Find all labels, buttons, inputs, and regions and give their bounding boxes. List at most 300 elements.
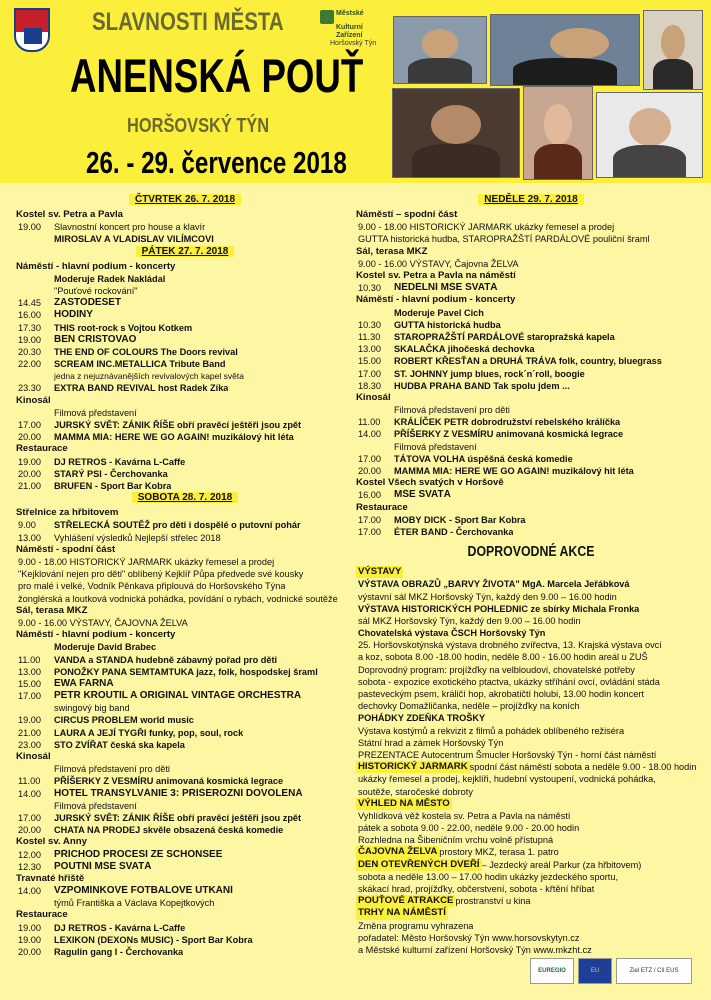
program-text: THIS root-rock s Vojtou Kotkem (54, 322, 193, 333)
program-row (16, 922, 354, 934)
program-row (16, 532, 354, 544)
venue-heading: Kostel sv. Petra a Pavla na náměstí (356, 269, 516, 281)
program-row (16, 690, 354, 702)
photo-band-1 (490, 14, 640, 86)
venue-heading: Náměstí - hlavní podium - koncerty (16, 629, 176, 641)
program-row (16, 849, 354, 861)
info-text: pořadatel: Město Horšovský Týn www.horsovskytyn.cz (358, 932, 580, 943)
info-text: 25. Horšovskotýnská výstava drobného zvířectva, 13. Krajská výstava ovcí (358, 640, 662, 651)
program-text: NEDĚLNÍ MŠE SVATÁ (394, 282, 498, 294)
day-label: PÁTEK 27. 7. 2018 (136, 246, 235, 257)
program-time: 13.00 (358, 344, 381, 355)
festival-title: SLAVNOSTI MĚSTA (92, 8, 284, 36)
program-row (16, 273, 354, 285)
program-row (16, 480, 354, 492)
info-text: sobota - expozice exotického ptactva, ukázky stříhání ovcí, ovládání stáda (358, 676, 660, 687)
venue-heading: Sál, terasa MKZ (356, 245, 428, 257)
highlight-row (356, 846, 706, 858)
info-line (356, 221, 706, 233)
town-name: HORŠOVSKÝ TÝN (127, 115, 270, 137)
program-row (16, 800, 354, 812)
info-line (356, 627, 706, 639)
program-row (16, 788, 354, 800)
info-text: POHÁDKY ZDEŇKA TROŠKY (358, 713, 486, 724)
program-text: PŘÍŠERKY Z VESMÍRU animovaná kosmická legrace (394, 429, 624, 440)
program-row (356, 331, 706, 343)
program-time: 16.00 (358, 490, 381, 501)
info-text: soutěže, staročeské dobroty (358, 786, 473, 797)
program-time: 19.00 (18, 222, 41, 233)
program-time: 14.00 (18, 788, 41, 799)
info-line (356, 603, 706, 615)
program-text: VZPOMÍNKOVÉ FOTBALOVÉ UTKÁNÍ (54, 885, 233, 897)
program-time: 17.00 (18, 420, 41, 431)
program-text: Vyhlášení výsledků Nejlepší střelec 2018 (54, 532, 221, 543)
program-time: 17.00 (358, 453, 381, 464)
program-text: Slavnostní koncert pro house a klavír (54, 222, 206, 233)
program-text: EWA FARNA (54, 677, 114, 689)
program-time (356, 307, 394, 319)
info-line (16, 593, 354, 605)
program-time: 16.00 (18, 310, 41, 321)
program-text: HODINY (54, 309, 93, 321)
highlight-label: DEN OTEVŘENÝCH DVEŘÍ (358, 858, 480, 870)
program-text: STARÝ PSI - Čerchovanka (54, 468, 168, 479)
program-row (16, 221, 354, 233)
highlight-row (356, 761, 706, 773)
sponsor-logos (530, 955, 692, 987)
day-label: ČTVRTEK 26. 7. 2018 (129, 194, 241, 205)
info-text: VÝSTAVA OBRAZŮ „BARVY ŽIVOTA" MgA. Marcela Jeřábková (358, 579, 630, 590)
program-text: SKALAČKA jihočeská dechovka (394, 344, 535, 355)
program-row (16, 297, 354, 309)
program-time: 13.00 (18, 666, 41, 677)
venue-heading: Restaurace (16, 909, 68, 921)
program-row (16, 666, 354, 678)
program-time: 23.00 (18, 739, 41, 750)
program-text: MOBY DICK - Sport Bar Kobra (394, 514, 526, 525)
highlight-label: TRHY NA NÁMĚSTÍ (358, 907, 446, 919)
program-time (356, 441, 394, 453)
program-time: 11.00 (18, 776, 41, 787)
program-row (16, 678, 354, 690)
info-text: GUTTA historická hudba, STAROPRAŽŠTÍ PARDÁLOVÉ pouliční šraml (358, 234, 650, 245)
info-text: Chovatelská výstava ČSCH Horšovský Týn (358, 628, 546, 639)
highlight-text: – Jezdecký areál Parkur (za hřbitovem) (481, 859, 642, 870)
program-row (16, 946, 354, 958)
info-text: 9.00 - 16.00 VÝSTAVY, Čajovna ŽELVA (358, 258, 519, 269)
info-text: 9.00 - 18.00 HISTORICKÝ JARMARK ukázky řemesel a prodej (358, 222, 615, 233)
program-text: DJ RETROS - Kavárna L-Caffe (54, 456, 186, 467)
highlight-label: VÝSTAVY (358, 566, 402, 578)
info-line (356, 883, 706, 895)
info-text: Vyhlídková věž kostela sv. Petra a Pavla na náměstí (358, 810, 571, 821)
program-row (356, 416, 706, 428)
program-time: 20.30 (18, 346, 41, 357)
program-row (16, 739, 354, 751)
program-time: 17.00 (358, 514, 381, 525)
info-line (356, 871, 706, 883)
program-text: PETR KROUTIL A ORIGINAL VINTAGE ORCHESTRA (54, 690, 302, 702)
program-text: TÁTOVA VOLHA úspěšná česká komedie (394, 453, 573, 464)
venue-heading: Sál, terasa MKZ (16, 604, 88, 616)
left-program-column (16, 194, 354, 958)
venue-heading: Restaurace (356, 501, 408, 513)
program-text: Moderuje David Brabec (54, 642, 157, 653)
program-text: MAMMA MIA: HERE WE GO AGAIN! muzikálový hit léta (54, 432, 294, 443)
program-row (16, 285, 354, 297)
program-row (16, 702, 354, 714)
info-text: 9.00 - 16.00 VÝSTAVY, ČAJOVNA ŽELVA (18, 617, 188, 628)
info-text: žonglérská a loutková vodnická pohádka, povídání o rybách, vodnické soutěže (18, 593, 338, 604)
program-time: 21.00 (18, 727, 41, 738)
program-text: MIROSLAV A VLADISLAV VILÍMCOVI (54, 234, 214, 245)
program-time: 13.00 (18, 532, 41, 543)
info-text: a koz, sobota 8.00 -18.00 hodin, neděle 8.00 - 16.00 hodin areál u ZUŠ (358, 652, 648, 663)
program-time: 20.00 (18, 468, 41, 479)
program-time (16, 702, 54, 714)
program-text: CIRCUS PROBLEM world music (54, 715, 194, 726)
program-time: 11.30 (358, 331, 381, 342)
venue-heading: Kostel sv. Petra a Pavla (16, 209, 124, 220)
program-time (16, 370, 54, 382)
program-text: PŘÍŠERKY Z VESMÍRU animovaná kosmická legrace (54, 776, 284, 787)
program-text: DJ RETROS - Kavárna L-Caffe (54, 922, 186, 933)
program-time: 15.00 (358, 356, 381, 367)
info-line (356, 712, 706, 724)
program-time: 17.00 (358, 368, 381, 379)
info-line (356, 725, 706, 737)
program-text: KRÁLÍČEK PETR dobrodružství rebelského králíčka (394, 417, 621, 428)
program-text: STAROPRAŽŠTÍ PARDÁLOVÉ staropražská kapela (394, 331, 615, 342)
info-line (356, 932, 706, 944)
venue-heading: Náměstí – spodní část (356, 209, 458, 220)
program-text: Ragulin gang I - Čerchovanka (54, 947, 184, 958)
venue-heading: Restaurace (16, 443, 68, 455)
program-time: 20.00 (18, 825, 41, 836)
program-time: 17.30 (18, 322, 41, 333)
eu-flag-icon: EU (578, 958, 612, 984)
highlight-row (356, 895, 706, 907)
program-time (356, 404, 394, 416)
highlight-row (356, 907, 706, 919)
program-time: 20.00 (18, 432, 41, 443)
program-text: Filmová představení (54, 407, 137, 418)
info-line (356, 233, 706, 245)
program-row (16, 885, 354, 897)
program-row (356, 428, 706, 440)
program-time (16, 407, 54, 419)
highlight-label: VÝHLED NA MĚSTO (358, 797, 450, 809)
program-row (16, 519, 354, 531)
info-line (356, 810, 706, 822)
program-row (356, 441, 706, 453)
program-row (356, 319, 706, 331)
info-text: Státní hrad a zámek Horšovský Týn (358, 737, 504, 748)
program-text: MŠE SVATÁ (394, 489, 451, 501)
program-text: "Pouťové rockování" (54, 285, 138, 296)
venue-heading: Kinosál (356, 391, 391, 403)
euregio-logo: EUREGIO (530, 958, 574, 984)
venue-heading: Kostel sv. Anny (16, 836, 87, 848)
info-text: a Městské kulturní zařízení Horšovský Týn www.mkzht.cz (358, 944, 592, 955)
program-row (16, 934, 354, 946)
info-text: Rozhledna na Šibeničním vrchu volně přístupná (358, 835, 554, 846)
venue-heading: Travnaté hřiště (16, 872, 85, 884)
section-title: DOPROVODNÉ AKCE (467, 544, 595, 561)
program-text: HUDBA PRAHA BAND Tak spolu jdem ... (394, 380, 570, 391)
venue-heading: Kinosál (16, 751, 51, 762)
day-heading (16, 194, 354, 209)
program-row (16, 456, 354, 468)
info-line (356, 591, 706, 603)
info-line (356, 639, 706, 651)
program-text: PŘÍCHOD PROCESÍ ZE SCHÖNSEE (54, 848, 223, 860)
program-time (16, 273, 54, 285)
info-text: pátek a sobota 9.00 - 22.00, neděle 9.00 - 20.00 hodin (358, 823, 580, 834)
day-heading (16, 492, 354, 507)
program-text: STŘELECKÁ SOUTĚŽ pro děti i dospělé o putovní pohár (54, 520, 301, 531)
program-time (16, 285, 54, 297)
highlight-text: prostory MKZ, terasa 1. patro (439, 847, 559, 858)
program-row (16, 641, 354, 653)
program-text: HOTEL TRANSYLVÁNIE 3: PŘÍŠEROZNÍ DOVOLENÁ (54, 787, 303, 799)
highlight-row (356, 859, 706, 871)
program-time: 11.00 (358, 417, 381, 428)
photo-orchestra (392, 88, 520, 178)
venue-heading: Náměstí - hlavní podium - koncerty (16, 260, 176, 272)
program-text: Filmová představení (54, 800, 137, 811)
program-row (16, 468, 354, 480)
program-row (16, 763, 354, 775)
program-text: jedna z nejuznávanějších revivalových kapel světa (54, 371, 244, 382)
program-row (356, 355, 706, 367)
program-row (16, 727, 354, 739)
program-text: JURSKÝ SVĚT: ZÁNIK ŘÍŠE obří pravěcí ještěři jsou zpět (54, 812, 302, 823)
program-text: GUTTA historická hudba (394, 319, 501, 330)
info-text: sobota a neděle 13.00 – 17.00 hodin ukázky jezdeckého sportu, (358, 871, 618, 882)
program-row (356, 368, 706, 380)
event-dates: 26. - 29. července 2018 (86, 145, 347, 180)
info-text: ukázky řemesel a prodej, kejklíři, hudební vystoupení, vodnická pohádka, (358, 774, 656, 785)
highlight-row (356, 798, 706, 810)
info-text: pro malé i velké, Vodník Pěnkava připlouvá do Horšovského Týna (18, 581, 286, 592)
program-time: 19.00 (18, 934, 41, 945)
info-line (356, 688, 706, 700)
program-time: 12.30 (18, 861, 41, 872)
program-row (356, 380, 706, 392)
right-program-column (356, 194, 706, 956)
photo-saxophonist (643, 10, 703, 90)
program-time: 21.00 (18, 481, 41, 491)
info-line (356, 822, 706, 834)
program-row (356, 526, 706, 538)
program-row (16, 775, 354, 787)
highlight-text: spodní část náměstí sobota a neděle 9.00 - 18.00 hodin (469, 762, 697, 773)
program-row (356, 465, 706, 477)
day-label: NEDĚLE 29. 7. 2018 (478, 194, 583, 205)
info-text: Doprovodný program: projížďky na velbloudovi, chovatelské potřeby (358, 664, 635, 675)
program-text: ROBERT KŘESŤAN a DRUHÁ TRÁVA folk, country, bluegrass (394, 356, 662, 367)
program-row (16, 407, 354, 419)
program-text: týmů Františka a Václava Kopejtkových (54, 898, 215, 909)
program-time: 12.00 (18, 849, 41, 860)
info-line (356, 664, 706, 676)
program-text: BEN CRISTOVAO (54, 333, 137, 345)
program-text: Moderuje Radek Nakládal (54, 273, 166, 284)
info-line (356, 749, 706, 761)
info-line (356, 773, 706, 785)
info-text: VÝSTAVA HISTORICKÝCH POHLEDNIC ze sbírky Michala Fronka (358, 603, 640, 614)
program-time: 14.00 (358, 429, 381, 440)
info-line (356, 737, 706, 749)
venue-heading: Střelnice za hřbitovem (16, 507, 119, 519)
mkz-logo: Městské Kulturní Zařízení Horšovský Týn (320, 10, 390, 48)
program-time (16, 763, 54, 775)
photo-performer-1 (393, 16, 487, 84)
program-row (356, 282, 706, 294)
info-text: sál MKZ Horšovský Týn, každý den 9.00 – 16.00 hodin (358, 615, 581, 626)
info-text: skákací hrad, projížďky, občerstvení, sobota - křtění hříbat (358, 884, 595, 895)
program-row (16, 322, 354, 334)
info-line (16, 568, 354, 580)
info-line (356, 700, 706, 712)
info-text: PREZENTACE Autocentrum Šmucler Horšovský Týn - horní část náměstí (358, 749, 657, 760)
program-time (16, 800, 54, 812)
program-text: ÉTER BAND - Čerchovanka (394, 526, 514, 537)
program-row (16, 824, 354, 836)
program-text: Filmová představení (394, 441, 477, 452)
program-text: LAURA A JEJÍ TYGŘI funky, pop, soul, rock (54, 727, 244, 738)
program-text: BRUFEN - Sport Bar Kobra (54, 481, 172, 491)
program-row (356, 404, 706, 416)
info-text: Změna programu vyhrazena (358, 920, 474, 931)
program-row (16, 419, 354, 431)
day-heading (356, 194, 706, 209)
program-time: 19.00 (18, 922, 41, 933)
program-text: Filmová představení pro děti (394, 405, 510, 416)
info-line (356, 651, 706, 663)
program-text: VANDA a STANDA hudebně zábavný pořad pro děti (54, 654, 278, 665)
program-row (16, 370, 354, 382)
venue-heading: Náměstí - hlavní podium - koncerty (356, 294, 516, 306)
program-time: 20.00 (358, 466, 381, 477)
program-row (16, 382, 354, 394)
event-name: ANENSKÁ POUŤ (70, 49, 364, 102)
info-text: "Kejklování nejen pro děti" oblíbený Kejklíř Půpa předvede své kousky (18, 569, 304, 580)
highlight-row (356, 566, 706, 578)
day-label: SOBOTA 28. 7. 2018 (132, 492, 239, 503)
venue-heading: Kinosál (16, 394, 51, 406)
program-time (16, 233, 54, 245)
program-text: JURSKÝ SVĚT: ZÁNIK ŘÍŠE obří pravěcí ještěři jsou zpět (54, 420, 302, 431)
program-text: POUTNÍ MŠE SVATÁ (54, 860, 152, 872)
program-text: SCREAM INC.METALLICA Tribute Band (54, 359, 226, 370)
program-time: 14.00 (18, 886, 41, 897)
program-time: 17.00 (18, 812, 41, 823)
photo-singer (523, 86, 593, 180)
program-row (16, 897, 354, 909)
program-text: Moderuje Pavel Cich (394, 307, 484, 318)
highlight-label: HISTORICKÝ JARMARK (358, 761, 468, 773)
venue-heading: Kostel Všech svatých v Horšově (356, 477, 504, 489)
program-row (16, 346, 354, 358)
info-line (356, 834, 706, 846)
program-time: 10.30 (358, 283, 381, 294)
program-row (16, 334, 354, 346)
program-text: swingový big band (54, 703, 130, 714)
program-row (356, 489, 706, 501)
program-row (16, 431, 354, 443)
info-text: výstavní sál MKZ Horšovský Týn, každý den 9.00 – 16.00 hodin (358, 591, 617, 602)
program-time: 9.00 (18, 520, 36, 531)
program-text: ZASTODESET (54, 297, 122, 309)
program-text: THE END OF COLOURS The Doors revival (54, 346, 238, 357)
program-time: 17.00 (358, 526, 381, 537)
info-line (16, 617, 354, 629)
town-crest-icon (14, 8, 50, 52)
program-row (356, 453, 706, 465)
etz-logo: Ziel ETZ / Cíl EUS (616, 958, 692, 984)
info-text: pasteveckým psem, králičí hop, akrobatičtí holubi, 13.00 hodin koncert (358, 689, 644, 700)
info-line (356, 258, 706, 270)
info-line (356, 615, 706, 627)
program-text: ST. JOHNNY jump blues, rock´n´roll, boogie (394, 368, 585, 379)
program-time: 20.00 (18, 947, 41, 958)
program-text: PONOŽKY PANA SEMTAMTUKA jazz, folk, hospodskej šraml (54, 666, 318, 677)
info-line (356, 920, 706, 932)
info-line (16, 580, 354, 592)
highlight-text: prostranství u kina (455, 896, 531, 907)
program-time: 15.00 (18, 678, 41, 689)
program-text: MAMMA MIA: HERE WE GO AGAIN! muzikálový hit léta (394, 466, 634, 477)
venue-heading: Náměstí - spodní část (16, 543, 116, 555)
program-row (16, 714, 354, 726)
program-time: 22.00 (18, 359, 41, 370)
program-time: 19.00 (18, 334, 41, 345)
program-time (16, 897, 54, 909)
program-row (16, 358, 354, 370)
program-row (356, 514, 706, 526)
mkz-icon (320, 10, 334, 24)
program-time: 23.30 (18, 383, 41, 394)
program-time: 18.30 (358, 380, 381, 391)
program-time (16, 641, 54, 653)
program-time: 17.00 (18, 691, 41, 702)
program-row (16, 812, 354, 824)
program-row (16, 233, 354, 245)
program-time: 11.00 (18, 654, 41, 665)
program-text: CHATA NA PRODEJ skvěle obsazená česká komedie (54, 825, 284, 836)
highlight-label: POUŤOVÉ ATRAKCE (358, 895, 454, 907)
program-text: EXTRA BAND REVIVAL host Radek Zíka (54, 383, 229, 394)
program-time: 19.00 (18, 456, 41, 467)
info-line (356, 676, 706, 688)
photo-band-2 (596, 92, 703, 178)
program-text: STO ZVÍŘAT česká ska kapela (54, 739, 185, 750)
program-text: LEXIKON (DEXONs MUSIC) - Sport Bar Kobra (54, 934, 253, 945)
program-row (356, 343, 706, 355)
program-row (356, 307, 706, 319)
info-line (356, 578, 706, 590)
highlight-label: ČAJOVNA ŽELVA (358, 846, 438, 858)
program-time: 19.00 (18, 715, 41, 726)
day-heading (16, 246, 354, 261)
program-row (16, 309, 354, 321)
info-text: 9.00 - 18.00 HISTORICKÝ JARMARK ukázky řemesel a prodej (18, 556, 275, 567)
program-time: 10.30 (358, 319, 381, 330)
program-row (16, 654, 354, 666)
